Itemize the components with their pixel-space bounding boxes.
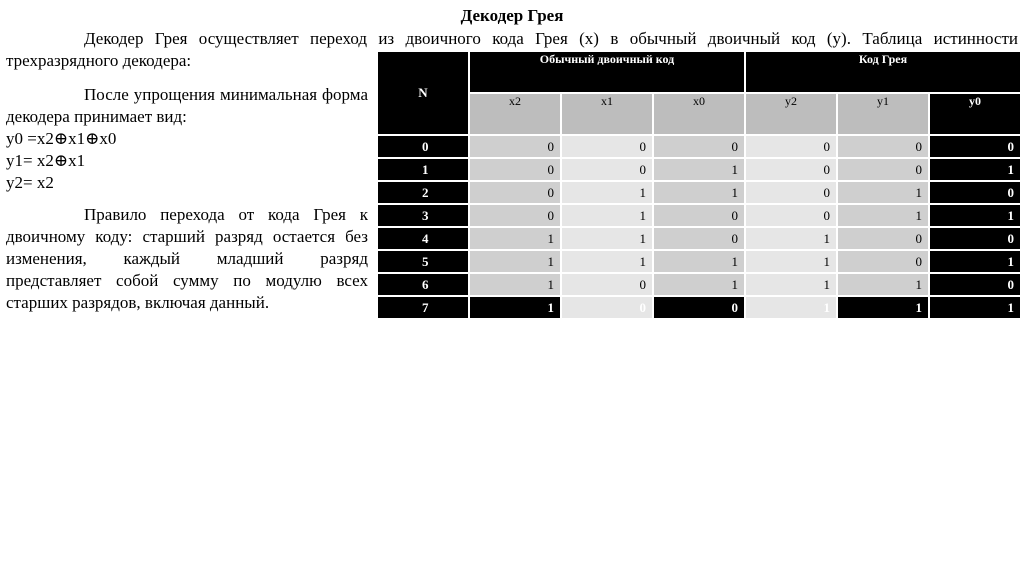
- table-cell-x0: 0: [653, 135, 745, 158]
- table-cell-x2: 0: [469, 135, 561, 158]
- table-cell-x1: 1: [561, 204, 653, 227]
- table-cell-y2: 0: [745, 181, 837, 204]
- col-header-y0: y0: [929, 93, 1021, 135]
- table-cell-y1: 1: [837, 204, 929, 227]
- truth-table: [376, 50, 1022, 320]
- table-cell-y1: 0: [837, 227, 929, 250]
- table-cell-y1: 0: [837, 250, 929, 273]
- row-number: 7: [377, 296, 469, 319]
- table-row: [377, 296, 1021, 319]
- table-cell-y0: 0: [929, 181, 1021, 204]
- row-number: 3: [377, 204, 469, 227]
- table-cell-x1: 1: [561, 250, 653, 273]
- header-n: N: [377, 51, 469, 135]
- table-cell-x0: 1: [653, 181, 745, 204]
- table-cell-y0: 1: [929, 250, 1021, 273]
- table-cell-x1: 0: [561, 296, 653, 319]
- row-number: 2: [377, 181, 469, 204]
- row-number: 0: [377, 135, 469, 158]
- table-row: [377, 158, 1021, 181]
- page-title: Декодер Грея: [460, 6, 564, 25]
- table-cell-x2: 0: [469, 158, 561, 181]
- table-cell-x2: 1: [469, 250, 561, 273]
- table-cell-y2: 1: [745, 296, 837, 319]
- formula-y2: y2= x2: [6, 173, 54, 192]
- table-cell-x0: 0: [653, 227, 745, 250]
- table-cell-y1: 1: [837, 273, 929, 296]
- table-cell-y1: 0: [837, 158, 929, 181]
- table-cell-x0: 0: [653, 296, 745, 319]
- table-cell-x2: 0: [469, 181, 561, 204]
- rule-paragraph: Правило перехода от кода Грея к двоичному коду: старший разряд остается без изменения, каждый младший разряд представляет собой сумму по модулю всех старших разрядов, включая данный.: [6, 205, 368, 312]
- table-cell-y0: 0: [929, 273, 1021, 296]
- row-number: 5: [377, 250, 469, 273]
- table-cell-x2: 1: [469, 227, 561, 250]
- table-cell-y0: 1: [929, 158, 1021, 181]
- table-row: [377, 273, 1021, 296]
- simplification-paragraph: После упрощения минимальная форма декодера принимает вид:: [6, 85, 368, 126]
- table-cell-y1: 0: [837, 135, 929, 158]
- col-header-x0: x0: [653, 93, 745, 135]
- table-cell-x1: 0: [561, 273, 653, 296]
- table-row: [377, 181, 1021, 204]
- table-cell-y0: 1: [929, 296, 1021, 319]
- row-number: 1: [377, 158, 469, 181]
- formula-y0: y0 =x2⊕x1⊕x0: [6, 129, 117, 148]
- table-cell-x2: 1: [469, 273, 561, 296]
- header-binary-code: Обычный двоичный код: [469, 51, 745, 93]
- table-cell-y2: 0: [745, 135, 837, 158]
- header-gray-code: Код Грея: [745, 51, 1021, 93]
- col-header-x1: x1: [561, 93, 653, 135]
- table-cell-y2: 1: [745, 227, 837, 250]
- table-cell-x0: 1: [653, 273, 745, 296]
- table-cell-x1: 0: [561, 158, 653, 181]
- intro-paragraph: Декодер Грея осуществляет переход из двоичного кода Грея (x) в обычный двоичный код (y). Таблица истинности трехразрядного декодера:: [6, 29, 1018, 70]
- col-header-y1: y1: [837, 93, 929, 135]
- table-cell-y1: 1: [837, 181, 929, 204]
- col-header-y2: y2: [745, 93, 837, 135]
- table-row: [377, 204, 1021, 227]
- table-cell-y1: 1: [837, 296, 929, 319]
- row-number: 6: [377, 273, 469, 296]
- table-cell-y0: 0: [929, 227, 1021, 250]
- left-text-block: [6, 84, 368, 314]
- table-cell-y0: 0: [929, 135, 1021, 158]
- table-cell-x1: 0: [561, 135, 653, 158]
- row-number: 4: [377, 227, 469, 250]
- table-cell-x2: 0: [469, 204, 561, 227]
- table-row: [377, 135, 1021, 158]
- table-row: [377, 250, 1021, 273]
- table-cell-x1: 1: [561, 227, 653, 250]
- table-cell-y2: 0: [745, 158, 837, 181]
- table-cell-y2: 0: [745, 204, 837, 227]
- table-cell-y2: 1: [745, 250, 837, 273]
- table-row: [377, 227, 1021, 250]
- table-cell-y2: 1: [745, 273, 837, 296]
- col-header-x2: x2: [469, 93, 561, 135]
- formula-y1: y1= x2⊕x1: [6, 151, 86, 170]
- table-cell-x2: 1: [469, 296, 561, 319]
- table-cell-x0: 1: [653, 250, 745, 273]
- table-cell-x1: 1: [561, 181, 653, 204]
- table-cell-y0: 1: [929, 204, 1021, 227]
- table-cell-x0: 0: [653, 204, 745, 227]
- table-cell-x0: 1: [653, 158, 745, 181]
